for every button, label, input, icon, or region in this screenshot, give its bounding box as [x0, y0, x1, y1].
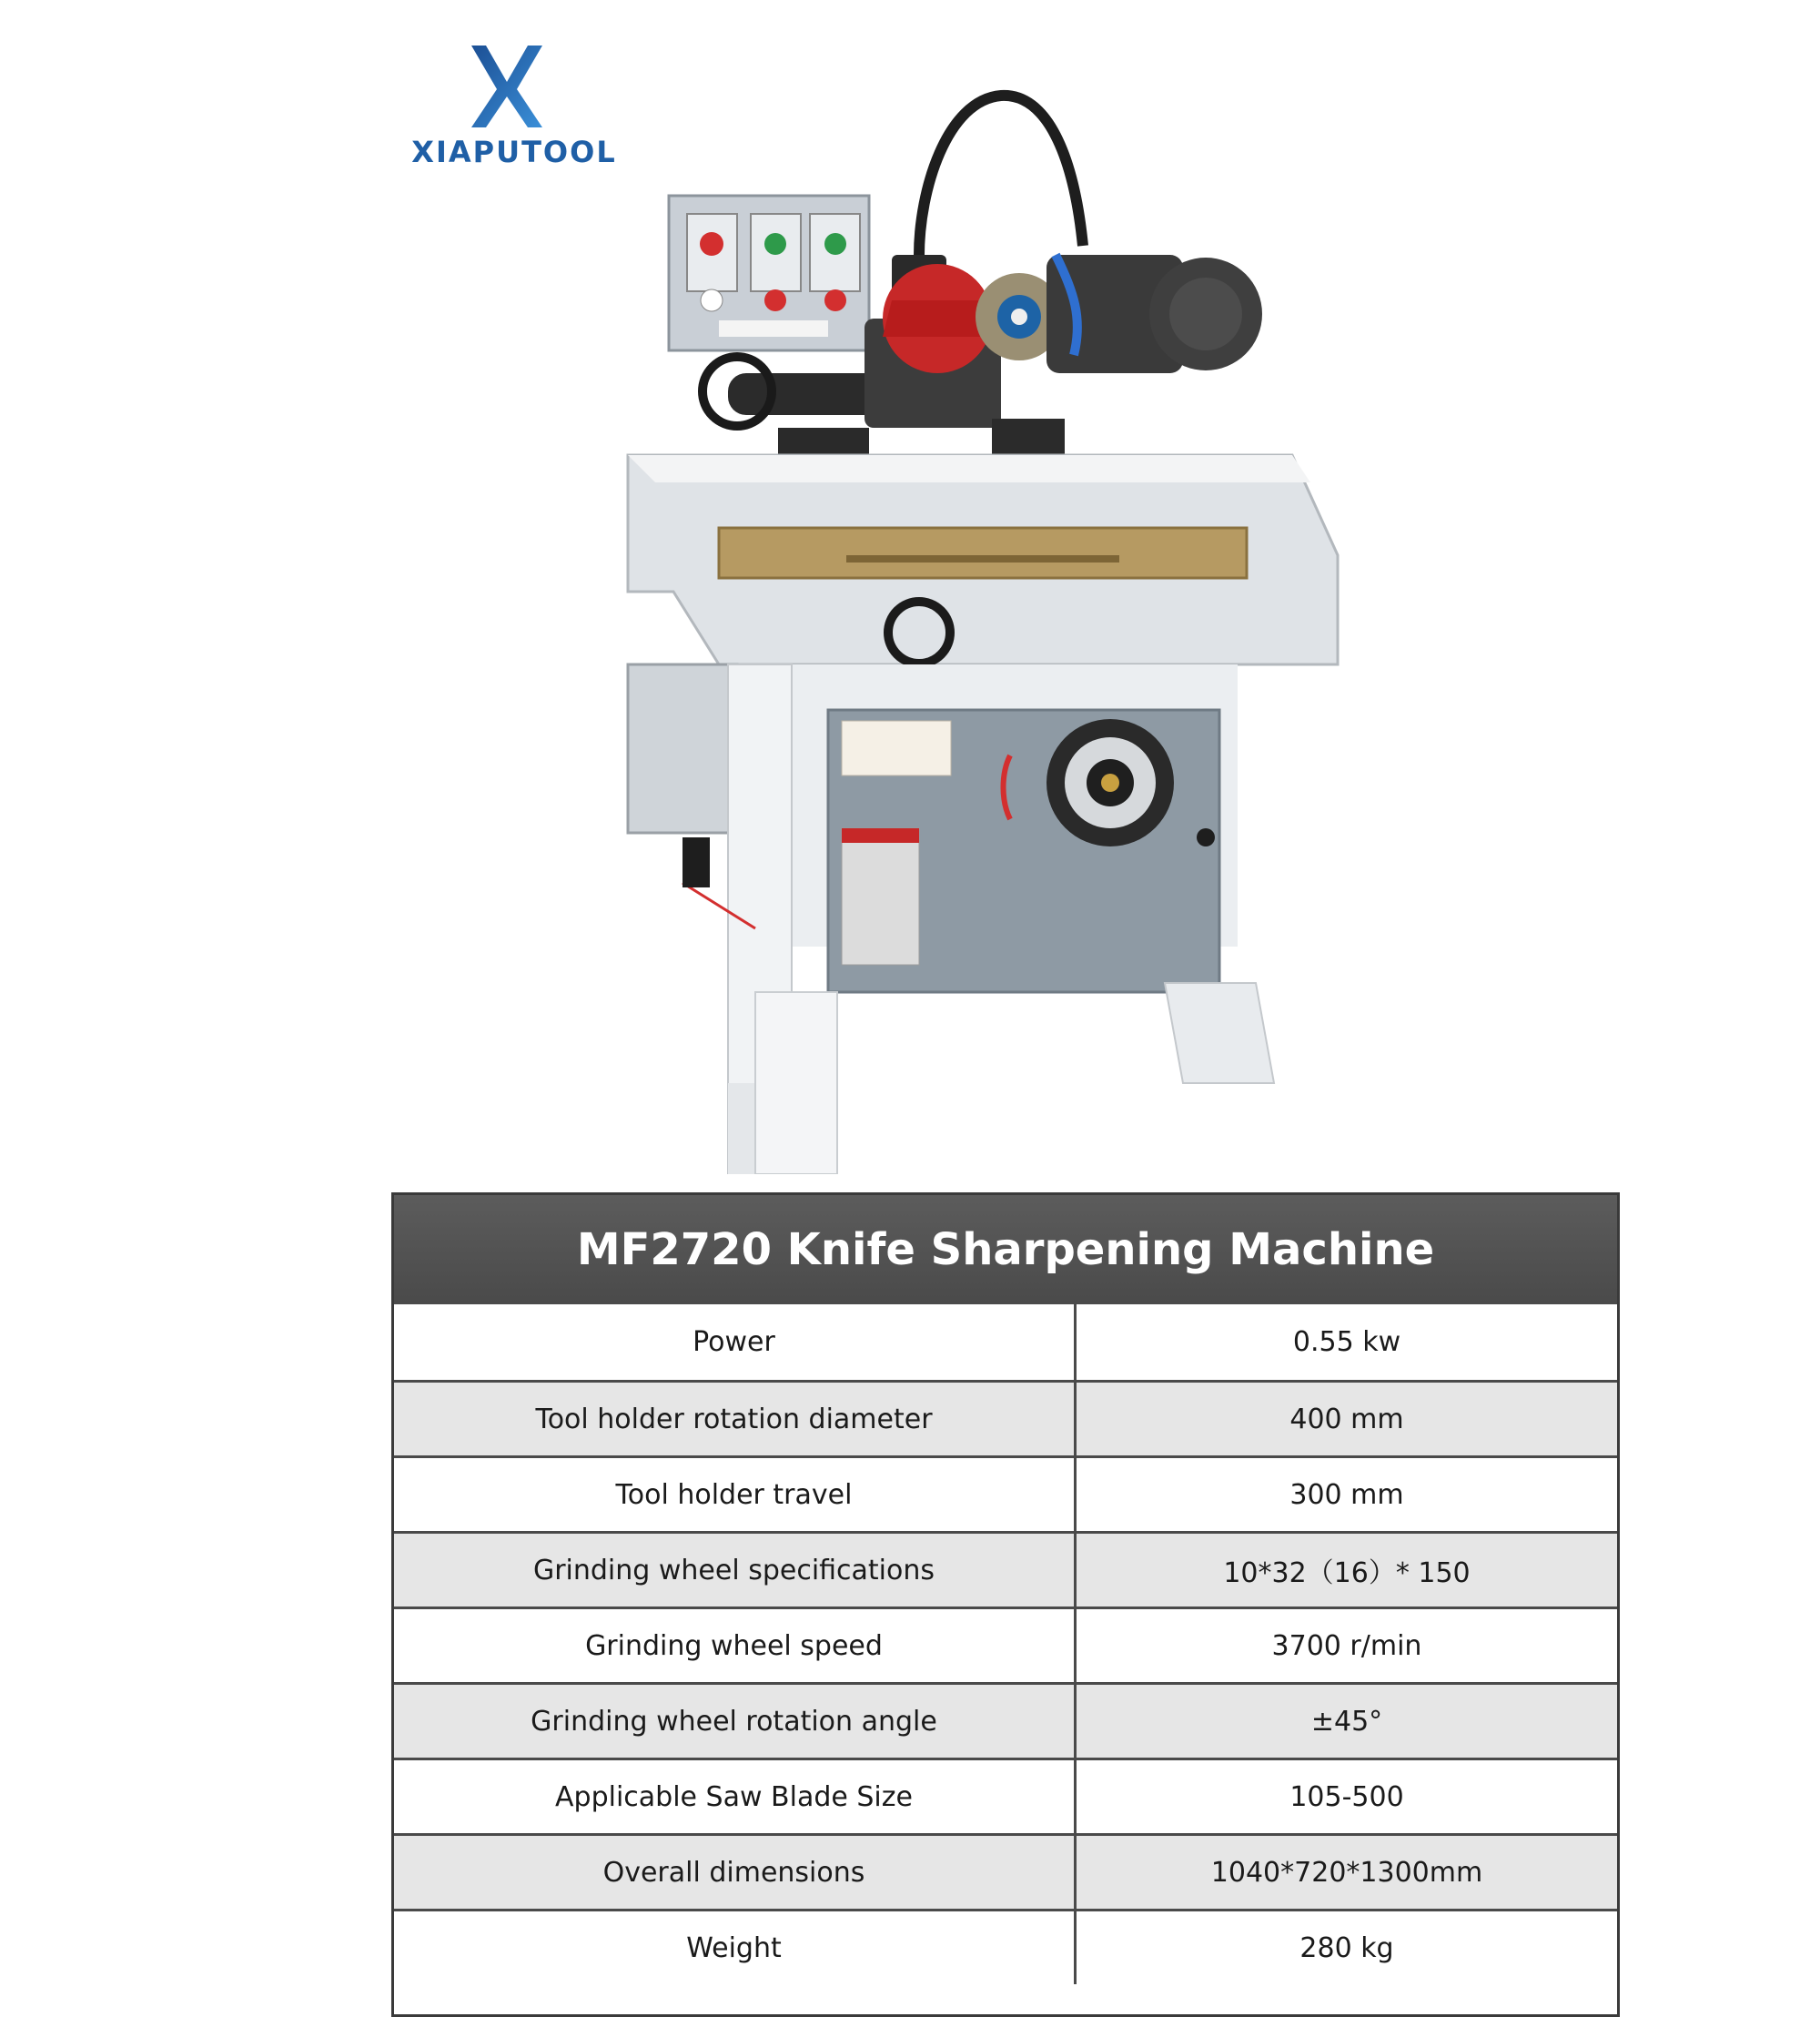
spec-table-body [394, 1304, 1617, 2014]
brand-x-icon [471, 46, 542, 127]
spec-table-header [394, 1195, 1617, 1304]
spec-name: Power [394, 1304, 1077, 1380]
spec-name: Tool holder travel [394, 1458, 1077, 1531]
spec-value: 105-500 [1289, 1780, 1404, 1813]
spec-name: Grinding wheel specifications [394, 1534, 1077, 1607]
table-row [394, 1380, 1617, 1455]
table-row [394, 1909, 1617, 1984]
brand-name: XIAPUTOOL [411, 135, 617, 169]
table-row [394, 1833, 1617, 1909]
spec-value: ±45° [1310, 1705, 1383, 1738]
spec-name: Grinding wheel rotation angle [394, 1685, 1077, 1758]
spec-value: 10*32（16）* 150 [1223, 1557, 1471, 1589]
table-row [394, 1531, 1617, 1607]
table-row [394, 1607, 1617, 1682]
spec-value: 280 kg [1299, 1931, 1394, 1964]
spec-name: Weight [394, 1911, 1077, 1984]
table-row [394, 1682, 1617, 1758]
machine-photo [619, 82, 1383, 1174]
spec-value: 0.55 kw [1292, 1326, 1401, 1358]
spec-value: 3700 r/min [1271, 1629, 1422, 1662]
spec-value: 1040*720*1300mm [1210, 1856, 1483, 1889]
spec-value: 300 mm [1289, 1478, 1404, 1511]
spec-name: Overall dimensions [394, 1836, 1077, 1909]
spec-name: Grinding wheel speed [394, 1609, 1077, 1682]
spec-value: 400 mm [1289, 1403, 1404, 1435]
table-row [394, 1304, 1617, 1380]
spec-name: Applicable Saw Blade Size [394, 1760, 1077, 1833]
spec-name: Tool holder rotation diameter [394, 1383, 1077, 1455]
spec-table [391, 1192, 1620, 2017]
spec-table-title: MF2720 Knife Sharpening Machine [576, 1224, 1435, 1275]
table-row [394, 1455, 1617, 1531]
table-row [394, 1758, 1617, 1833]
brand-logo [410, 46, 619, 169]
